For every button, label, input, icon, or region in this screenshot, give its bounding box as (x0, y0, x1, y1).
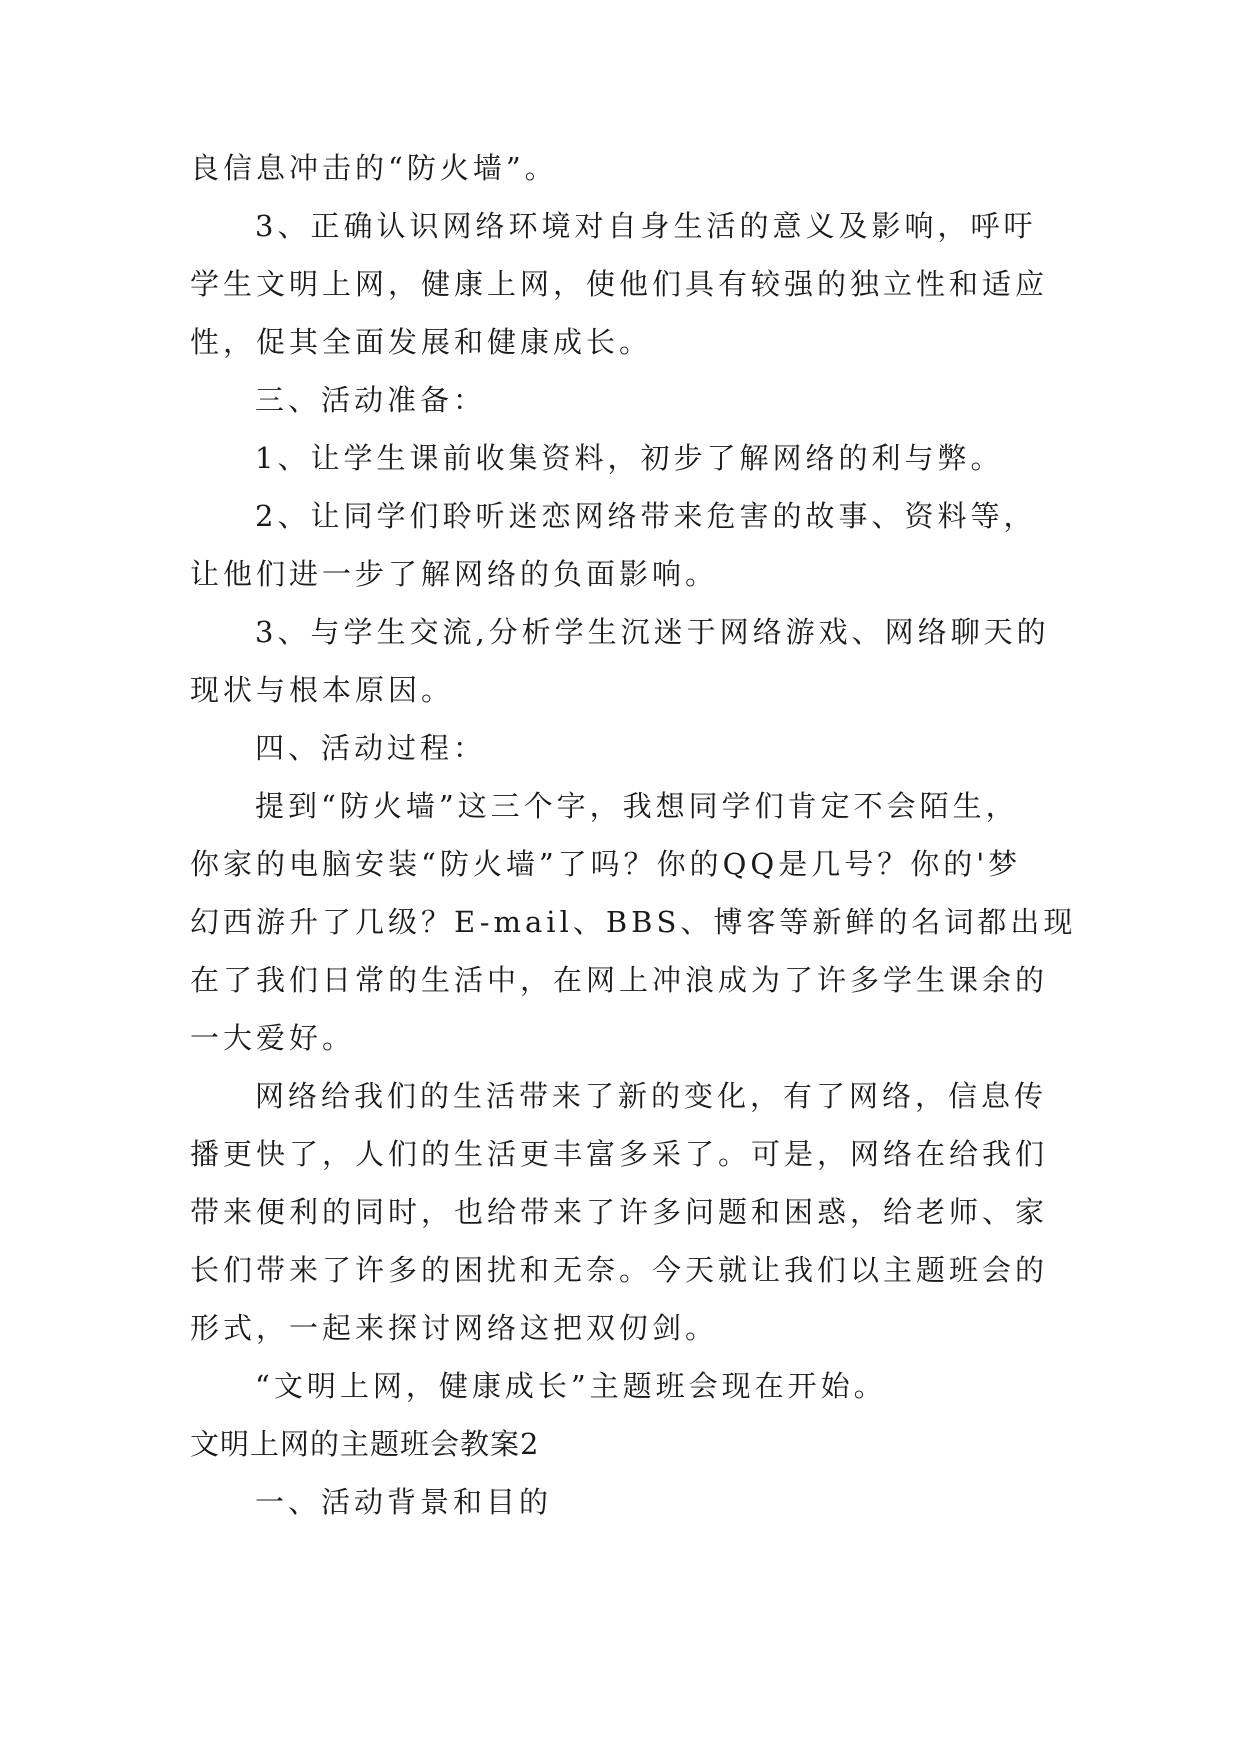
section-heading: 一、活动背景和目的 (255, 1485, 553, 1519)
text-line: 带来便利的同时，也给带来了许多问题和困惑，给老师、家 (190, 1195, 1049, 1229)
text-line: 提到“防火墙”这三个字，我想同学们肯定不会陌生， (255, 789, 1019, 823)
text-line: 学生文明上网，健康上网，使他们具有较强的独立性和适应 (190, 267, 1049, 301)
text-line: 在了我们日常的生活中，在网上冲浪成为了许多学生课余的 (190, 963, 1049, 997)
text-line: 长们带来了许多的困扰和无奈。今天就让我们以主题班会的 (190, 1253, 1049, 1287)
text-line: 网络给我们的生活带来了新的变化，有了网络，信息传 (255, 1079, 1048, 1113)
text-line: 播更快了，人们的生活更丰富多采了。可是，网络在给我们 (190, 1137, 1049, 1171)
text-line: 良信息冲击的“防火墙”。 (190, 151, 558, 185)
text-line: 一大爱好。 (190, 1021, 356, 1055)
text-line: 形式，一起来探讨网络这把双仞剑。 (190, 1311, 719, 1345)
text-line: 性，促其全面发展和健康成长。 (190, 325, 653, 359)
document-title: 文明上网的主题班会教案2 (190, 1427, 540, 1461)
text-line: 你家的电脑安装“防火墙”了吗？你的QQ是几号？你的'梦 (190, 847, 1022, 881)
text-line: 幻西游升了几级？E-mail、BBS、博客等新鲜的名词都出现 (190, 905, 1077, 939)
section-heading: 三、活动准备： (255, 383, 487, 417)
text-line: “文明上网，健康成长”主题班会现在开始。 (255, 1369, 887, 1403)
text-line: 3、正确认识网络环境对自身生活的意义及影响，呼吁 (255, 209, 1037, 243)
text-line: 3、与学生交流,分析学生沉迷于网络游戏、网络聊天的 (255, 615, 1050, 649)
section-heading: 四、活动过程： (255, 731, 487, 765)
text-line: 2、让同学们聆听迷恋网络带来危害的故事、资料等， (255, 499, 1037, 533)
text-line: 现状与根本原因。 (190, 673, 455, 707)
text-line: 让他们进一步了解网络的负面影响。 (190, 557, 719, 591)
text-line: 1、让学生课前收集资料，初步了解网络的利与弊。 (255, 441, 1004, 475)
